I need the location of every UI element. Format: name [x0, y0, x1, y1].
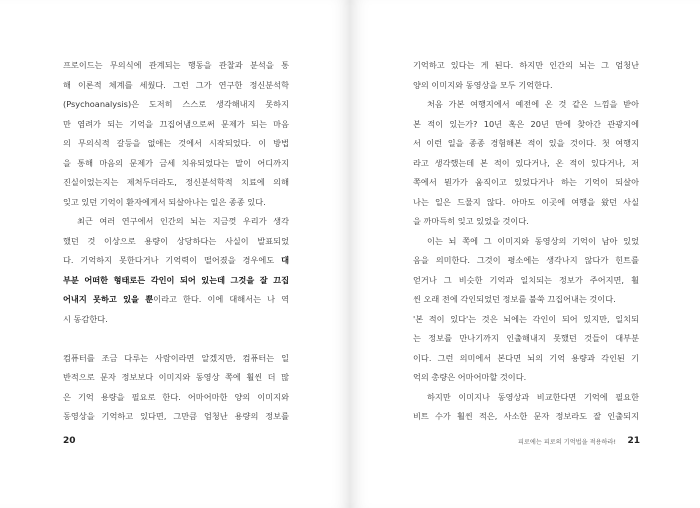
text-line: 잊고 있던 기억이 환자에게서 되살아나는 일은 종종 있다. [63, 196, 266, 207]
text-line [63, 251, 289, 271]
text-line: 서 이런 일을 종종 경험해본 적이 있을 것이다. 첫 여행지 [413, 138, 639, 148]
text-line: 반적으로 문자 정보보다 이미지와 동영상 쪽에 훨씬 더 많 [63, 372, 289, 382]
emphasized-text: 어내지 못하고 있을 뿐 [63, 294, 154, 304]
text-line: 비트 수가 훨씬 적은, 사소한 문자 정보라도 잘 인출되지 [413, 411, 639, 421]
left-page-number: 20 [63, 436, 76, 446]
text-line: 시 동감한다. [63, 313, 108, 324]
text-line: (Psychoanalysis)은 도저히 스스로 생각해내지 못하지 [63, 99, 289, 109]
text-line: 부분 어떠한 형태로든 각인이 되어 있는데 그것을 잘 끄집 [63, 274, 289, 285]
text-line: 나는 일은 드물지 않다. 아마도 이곳에 여행을 왔던 사실 [413, 196, 639, 207]
text-line [63, 290, 289, 310]
text-line: 을 까마득히 잊고 있었을 것이다. [413, 216, 529, 226]
text-line: '본 적이 있다'는 것은 뇌에는 각인이 되어 있지만, 일치되 [413, 313, 639, 324]
text-line: 억의 총량은 어마어마할 것이다. [413, 372, 527, 382]
text-line: 씬 오래 전에 각인되었던 정보를 불쑥 끄집어내는 것이다. [413, 294, 616, 304]
text-line: 이다. 그런 의미에서 본다면 뇌의 기억 용량과 각인된 기 [413, 352, 639, 363]
text-line: 하지만 이미지나 동영상과 비교한다면 기억에 필요한 [427, 391, 639, 402]
left-page-body [63, 56, 289, 427]
text-line: 만 염려가 되는 기억을 끄집어냄으로써 문제가 되는 마음 [63, 118, 289, 129]
text-line: 쪽에서 뭔가가 움직이고 있었다거나 하는 기억이 되살아 [413, 177, 639, 187]
text-line: 기억하고 있다는 게 된다. 하지만 인간의 뇌는 그 엄청난 [413, 60, 639, 70]
right-page-body [413, 56, 639, 427]
text-line: 의 무의식적 갈등을 없애는 것에서 시작되었다. 이 방법 [63, 138, 289, 148]
running-head: 피로에는 피로의 기억법을 적용하라! [517, 439, 616, 446]
text-line: 양의 이미지와 동영상을 모두 기억한다. [413, 79, 553, 90]
text-line: 는 정보를 만나기까지 인출해내지 못했던 것들이 대부분 [413, 333, 639, 343]
text-line: 해 이론적 체계를 세웠다. 그런 그가 연구한 정신분석학 [63, 79, 289, 90]
text-line: 을 통해 마음의 문제가 금세 치유되었다는 말이 어디까지 [63, 157, 289, 168]
right-page [350, 0, 700, 508]
text-run: 이라고 한다. 이에 대해서는 나 역 [153, 294, 289, 304]
text-line: 음을 의미한다. 그것이 평소에는 생각나지 않다가 힌트를 [413, 255, 639, 265]
text-line: 했던 것 이상으로 용량이 상당하다는 사실이 발표되었 [63, 235, 289, 246]
text-line: 진실이었는지는 제처두더라도, 정신분석학적 치료에 의해 [63, 177, 289, 187]
emphasized-text: 대 [281, 255, 289, 265]
text-line: 라고 생각했는데 본 적이 있다거나, 온 적이 있다거나, 저 [413, 157, 639, 168]
text-line: 은 기억 용량을 필요로 한다. 어마어마한 양의 이미지와 [63, 391, 289, 402]
text-line: 프로이드는 무의식에 관계되는 행동을 관찰과 분석을 통 [63, 60, 289, 70]
text-line: 최근 여러 연구에서 인간의 뇌는 지금껏 우리가 생각 [77, 216, 289, 226]
text-line: 동영상을 기억하고 있다면, 그만큼 엄청난 용량의 정보를 [63, 411, 289, 421]
text-run: 다. 기억하지 못한다거나 기억력이 떨어졌을 경우에도 [63, 255, 282, 265]
text-line: 처음 가본 여행지에서 예전에 온 것 같은 느낌을 받아 [427, 99, 639, 109]
text-line: 본 적이 있는가? 10년 혹은 20년 만에 찾아간 관광지에 [413, 118, 639, 129]
right-page-number: 21 [627, 436, 640, 446]
text-line: 컴퓨터를 조금 다루는 사람이라면 알겠지만, 컴퓨터는 일 [63, 352, 289, 363]
text-line: 이는 뇌 쪽에 그 이미지와 동영상의 기억이 남아 있었 [427, 235, 639, 246]
text-line: 얻거나 그 비슷한 기억과 일치되는 정보가 주어지면, 훨 [413, 274, 639, 285]
text-line [63, 329, 289, 349]
